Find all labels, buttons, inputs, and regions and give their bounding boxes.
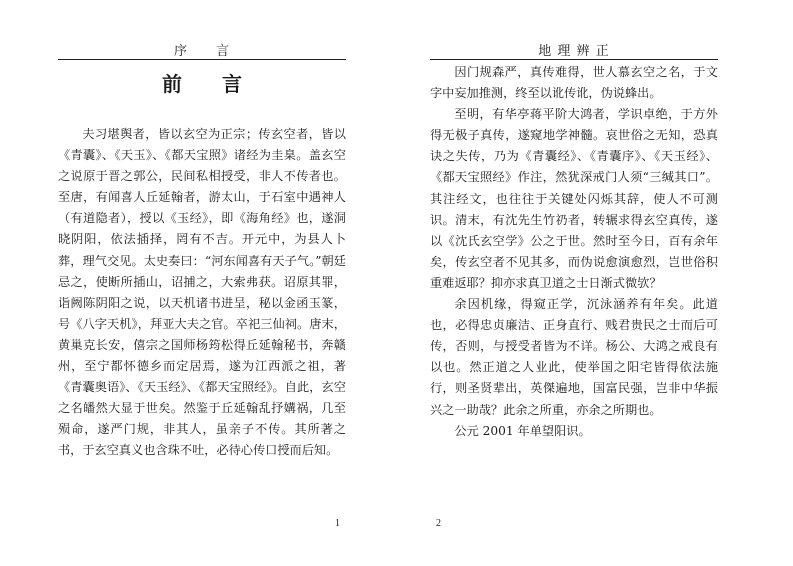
signature-line: 公元 2001 年单望阳识。 bbox=[454, 423, 591, 438]
right-page bbox=[430, 0, 718, 566]
body-text-right bbox=[430, 62, 718, 442]
paragraph: 余因机缘，得窥正学，沉泳涵养有年矣。此道也，必得忠贞廉洁、正身直行、贱君贵民之士而后可传，否则，与授受者皆为不详。杨公、大鸿之戒良有以也。然正道之人业此，使举国之阳宅皆得依法施行，则圣贤辈出，英傑遍地，国富民强，岂非中华振兴之一助哉？此余之所重，亦余之所期也。 bbox=[430, 297, 718, 417]
header-rule-right bbox=[430, 59, 718, 60]
running-head-left: 序 言 bbox=[173, 44, 230, 59]
chapter-title: 前 言 bbox=[162, 72, 242, 96]
left-page bbox=[58, 0, 346, 566]
header-rule-left bbox=[58, 59, 346, 60]
paragraph: 夫习堪舆者，皆以玄空为正宗；传玄空者，皆以《青囊》、《天玉》、《都天宝照》诸经为圭臬。盖玄空之说原于晋之郭公，民间私相授受，非人不传者也。至唐，有闻喜人丘延翰者，游太山，于石室中遇神人（有道隐者），授以《玉经》，即《海角经》也，遂洞晓阴阳，依法插择，罔有不吉。开元中，为县人卜葬，理气交见。太史奏曰：“河东闻喜有天子气。”朝廷忌之，使断所插山，诏捕之，大索弗获。诏原其罪，诣阙陈阴阳之说，以天机诸书进呈，秘以金函玉篆，号《八字天机》，拜亚大夫之官。卒祀三仙祠。唐末，黄巢克长安，僖宗之国师杨筠松得丘延翰秘书，奔赣州，至宁都怀德乡而定居焉，遂为江西派之祖，著《青囊奥语》、《天玉经》、《都天宝照经》。自此，玄空之名皤然大显于世矣。然鉴于丘延翰乱抒媾祸，几至殒命，遂严门规，非其人，虽亲子不传。其所著之书，于玄空真义也含珠不吐，必待心传口授而后知。 bbox=[58, 127, 346, 458]
paragraph: 至明，有华亭蒋平阶大鸿者，学识卓绝，于方外得无极子真传，遂窥地学神髓。哀世俗之无知，恐真诀之失传，乃为《青囊经》、《青囊序》、《天玉经》、《都天宝照经》作注，然犹深戒门人须“三缄其口”。其注经文，也往往于关键处闪烁其辞，使人不可测识。清末，有沈先生竹礽者，转辗求得玄空真传，遂以《沈氏玄空学》公之于世。然时至今日，百有余年矣，传玄空者不见其多，而伪说愈演愈烈，岂世俗积重难返耶？抑亦求真卫道之士日渐式微欤？ bbox=[430, 107, 718, 290]
paragraph-continuation: 因门规森严，真传难得，世人慕玄空之名，于文字中妄加推测，终至以讹传讹，伪说蜂出。 bbox=[430, 65, 718, 101]
body-text-left bbox=[58, 124, 346, 462]
page-number-left: 1 bbox=[335, 518, 340, 529]
running-head-right: 地 理 辨 正 bbox=[538, 44, 610, 59]
page-number-right: 2 bbox=[436, 518, 441, 529]
